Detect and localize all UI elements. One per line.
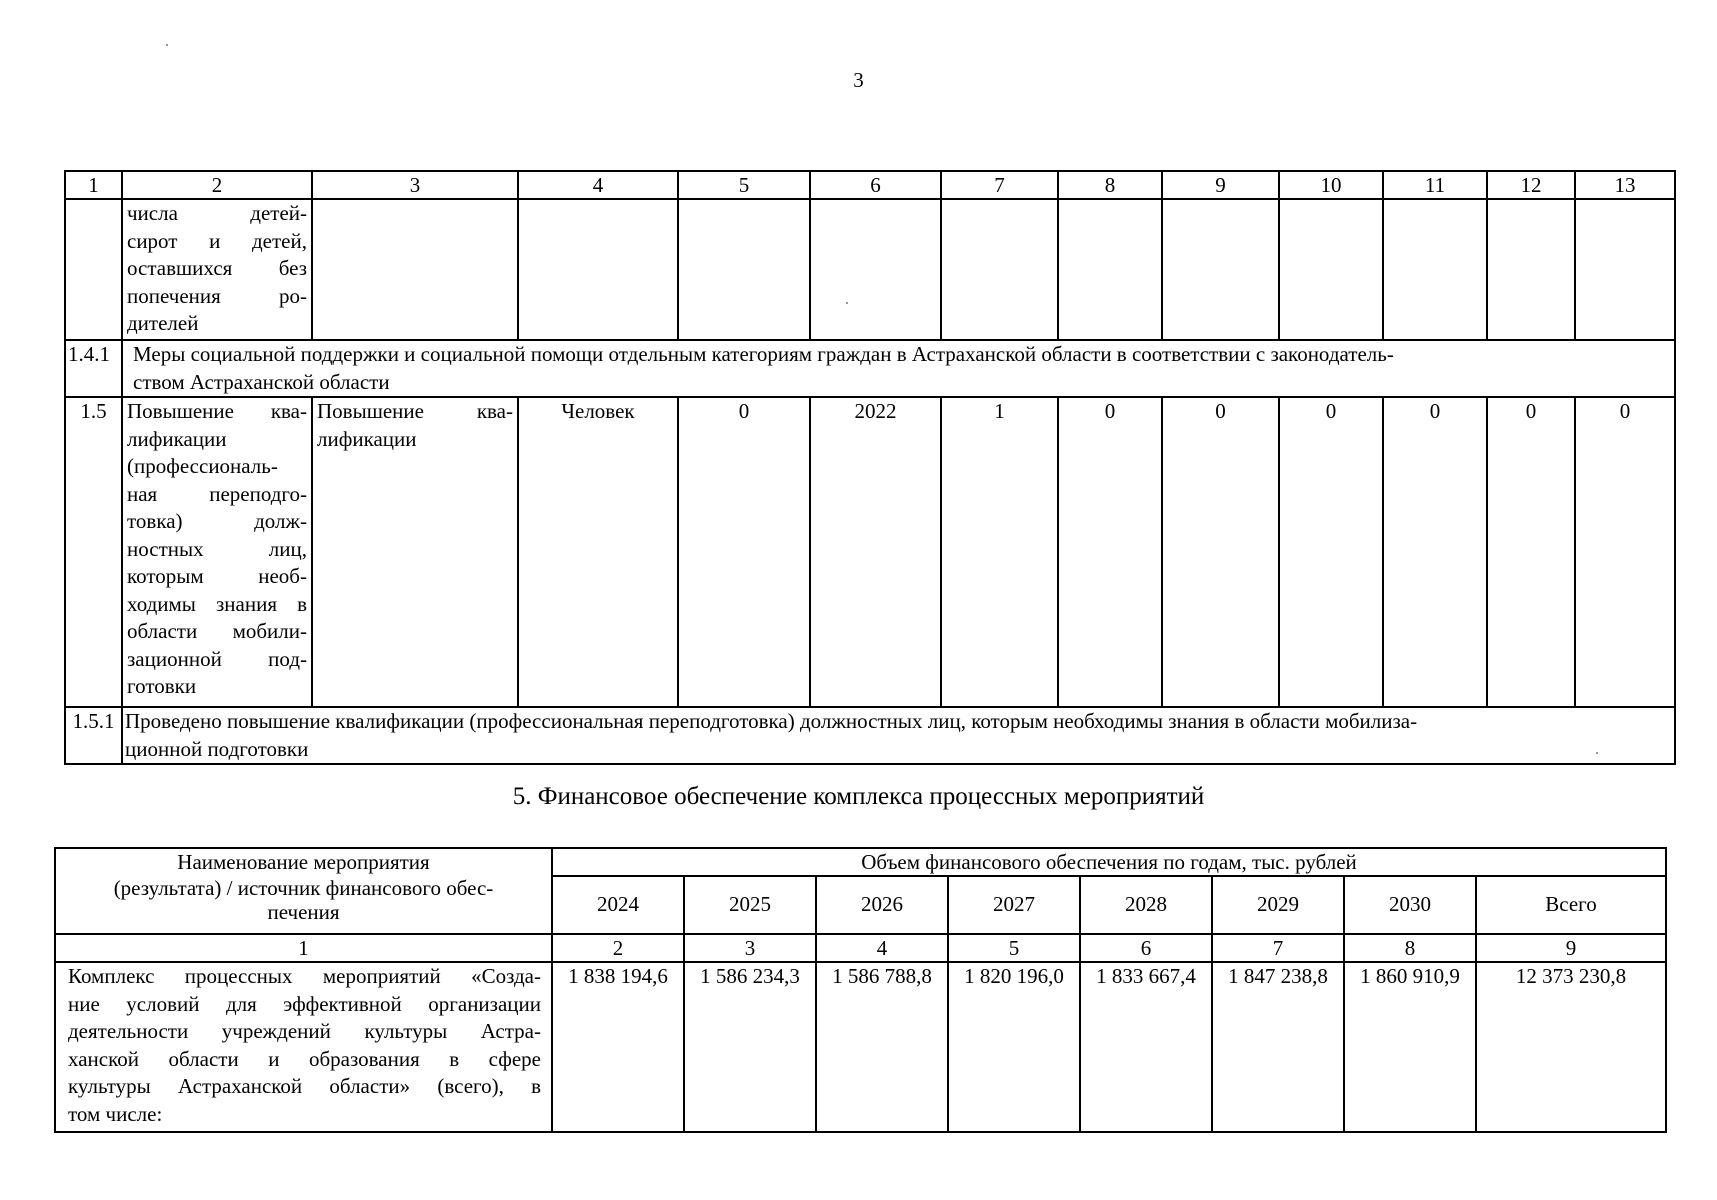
text-line: ством Астраханской области bbox=[133, 369, 390, 394]
text-line: (профессиональ- bbox=[127, 454, 278, 478]
table-cell bbox=[941, 199, 1058, 340]
amount-cell: 1 820 196,0 bbox=[948, 962, 1080, 1132]
text-line: (результата) / источник финансового обес- bbox=[113, 876, 494, 900]
table1-header-cell: 9 bbox=[1162, 171, 1279, 199]
table1-header-cell: 11 bbox=[1383, 171, 1487, 199]
column-number: 6 bbox=[1080, 934, 1212, 962]
indicator-name-cell bbox=[122, 199, 312, 340]
year-header: 2024 bbox=[552, 876, 684, 934]
page-number: 3 bbox=[853, 68, 864, 92]
value-cell: 0 bbox=[1058, 397, 1162, 707]
text-line: Повышение ква- bbox=[317, 399, 513, 423]
column-number: 2 bbox=[552, 934, 684, 962]
text-line: Меры социальной поддержки и социальной помощи отдельным категориям граждан в Астраханской области в соответствии с законодатель- bbox=[133, 342, 1394, 366]
unit-cell: Человек bbox=[518, 397, 678, 707]
text-line: Повышение ква- bbox=[127, 399, 307, 423]
row-number: 1.5 bbox=[65, 397, 122, 707]
text-line: дителей bbox=[127, 311, 199, 335]
column-number: 4 bbox=[816, 934, 948, 962]
column-number: 9 bbox=[1476, 934, 1666, 962]
table1-header-row bbox=[65, 171, 1675, 199]
text-line: Проведено повышение квалификации (профессиональная переподготовка) должностных лиц, которым необходимы знания в области мобилиза- bbox=[125, 709, 1418, 733]
table-cell bbox=[518, 199, 678, 340]
value-cell: 0 bbox=[1162, 397, 1279, 707]
year-header: 2027 bbox=[948, 876, 1080, 934]
scan-speck bbox=[166, 44, 168, 46]
table-cell bbox=[1575, 199, 1675, 340]
value-cell: 1 bbox=[941, 397, 1058, 707]
table1-header-cell: 4 bbox=[518, 171, 678, 199]
text-line: оставшихся без bbox=[127, 256, 307, 280]
column-number: 1 bbox=[55, 934, 552, 962]
table1-header-cell: 7 bbox=[941, 171, 1058, 199]
task-description bbox=[122, 707, 1675, 764]
text-line: готовки bbox=[127, 674, 197, 698]
amount-cell: 1 838 194,6 bbox=[552, 962, 684, 1132]
table-cell bbox=[1162, 199, 1279, 340]
table1-header-cell: 10 bbox=[1279, 171, 1383, 199]
text-line: ностных лиц, bbox=[127, 536, 307, 561]
row-number: 1.5.1 bbox=[65, 707, 122, 764]
table1-row-1-4-1 bbox=[65, 340, 1675, 397]
text-line: Наименование мероприятия bbox=[177, 850, 430, 874]
text-line: ционной подготовки bbox=[125, 736, 309, 761]
table1-continuation-row bbox=[65, 199, 1675, 340]
task-description bbox=[122, 340, 1675, 397]
amount-cell: 1 586 234,3 bbox=[684, 962, 816, 1132]
year-header: 2030 bbox=[1344, 876, 1476, 934]
column-number: 3 bbox=[684, 934, 816, 962]
column-number: 7 bbox=[1212, 934, 1344, 962]
amount-cell: 1 860 910,9 bbox=[1344, 962, 1476, 1132]
activity-name-cell bbox=[55, 962, 552, 1132]
table1-header-cell: 3 bbox=[312, 171, 518, 199]
value-cell: 0 bbox=[1279, 397, 1383, 707]
table1-header-cell: 8 bbox=[1058, 171, 1162, 199]
table-cell bbox=[678, 199, 810, 340]
indicator-name-cell bbox=[122, 397, 312, 707]
volume-header: Объем финансового обеспечения по годам, тыс. рублей bbox=[552, 848, 1666, 876]
row-number: 1.4.1 bbox=[65, 340, 122, 397]
year-header: 2025 bbox=[684, 876, 816, 934]
text-line: сирот и детей, bbox=[127, 228, 307, 253]
table-cell bbox=[810, 199, 941, 340]
text-line: ние условий для эффективной организации bbox=[68, 991, 541, 1016]
year-header: 2029 bbox=[1212, 876, 1344, 934]
value-cell: 0 bbox=[1575, 397, 1675, 707]
table1-row-1-5-1 bbox=[65, 707, 1675, 764]
text-line: попечения ро- bbox=[127, 283, 307, 308]
financing-table bbox=[54, 847, 1667, 1133]
table-cell bbox=[1487, 199, 1575, 340]
amount-cell: 1 833 667,4 bbox=[1080, 962, 1212, 1132]
text-line: ная переподго- bbox=[127, 481, 307, 506]
table2-data-row bbox=[55, 962, 1666, 1132]
table1-header-cell: 12 bbox=[1487, 171, 1575, 199]
scan-speck bbox=[846, 302, 848, 304]
indicator-type-cell bbox=[312, 397, 518, 707]
text-line: лификации bbox=[127, 426, 227, 451]
year-header: 2028 bbox=[1080, 876, 1212, 934]
section-title: 5. Финансовое обеспечение комплекса процессных мероприятий bbox=[512, 783, 1205, 810]
text-line: товка) долж- bbox=[127, 509, 307, 533]
text-line: ханской области и образования в сфере bbox=[68, 1046, 541, 1071]
text-line: том числе: bbox=[68, 1101, 163, 1126]
table-cell bbox=[1383, 199, 1487, 340]
text-line: числа детей- bbox=[127, 201, 307, 225]
scan-speck bbox=[1596, 752, 1598, 754]
table2-header-row bbox=[55, 848, 1666, 876]
column-number: 8 bbox=[1344, 934, 1476, 962]
value-cell: 0 bbox=[1487, 397, 1575, 707]
text-line: печения bbox=[267, 900, 340, 924]
text-line: деятельности учреждений культуры Астра- bbox=[68, 1019, 541, 1043]
indicators-table bbox=[64, 170, 1676, 765]
base-value-cell: 0 bbox=[678, 397, 810, 707]
column-number: 5 bbox=[948, 934, 1080, 962]
total-header: Всего bbox=[1476, 876, 1666, 934]
total-amount-cell: 12 373 230,8 bbox=[1476, 962, 1666, 1132]
text-line: Комплекс процессных мероприятий «Созда- bbox=[68, 964, 541, 988]
table1-header-cell: 6 bbox=[810, 171, 941, 199]
text-line: области мобили- bbox=[127, 619, 307, 643]
text-line: ходимы знания в bbox=[127, 591, 307, 616]
table1-row-1-5 bbox=[65, 397, 1675, 707]
amount-cell: 1 847 238,8 bbox=[1212, 962, 1344, 1132]
table1-header-cell: 1 bbox=[65, 171, 122, 199]
value-cell: 0 bbox=[1383, 397, 1487, 707]
text-line: зационной под- bbox=[127, 646, 307, 671]
table1-header-cell: 2 bbox=[122, 171, 312, 199]
text-line: которым необ- bbox=[127, 564, 307, 588]
base-year-cell: 2022 bbox=[810, 397, 941, 707]
table1-header-cell: 5 bbox=[678, 171, 810, 199]
amount-cell: 1 586 788,8 bbox=[816, 962, 948, 1132]
table-cell bbox=[1279, 199, 1383, 340]
table2-column-numbers-row bbox=[55, 934, 1666, 962]
table1-header-cell: 13 bbox=[1575, 171, 1675, 199]
table-cell bbox=[65, 199, 122, 340]
year-header: 2026 bbox=[816, 876, 948, 934]
text-line: лификации bbox=[317, 426, 417, 451]
name-header bbox=[55, 848, 552, 934]
table-cell bbox=[312, 199, 518, 340]
table-cell bbox=[1058, 199, 1162, 340]
text-line: культуры Астраханской области» (всего), в bbox=[68, 1074, 541, 1098]
